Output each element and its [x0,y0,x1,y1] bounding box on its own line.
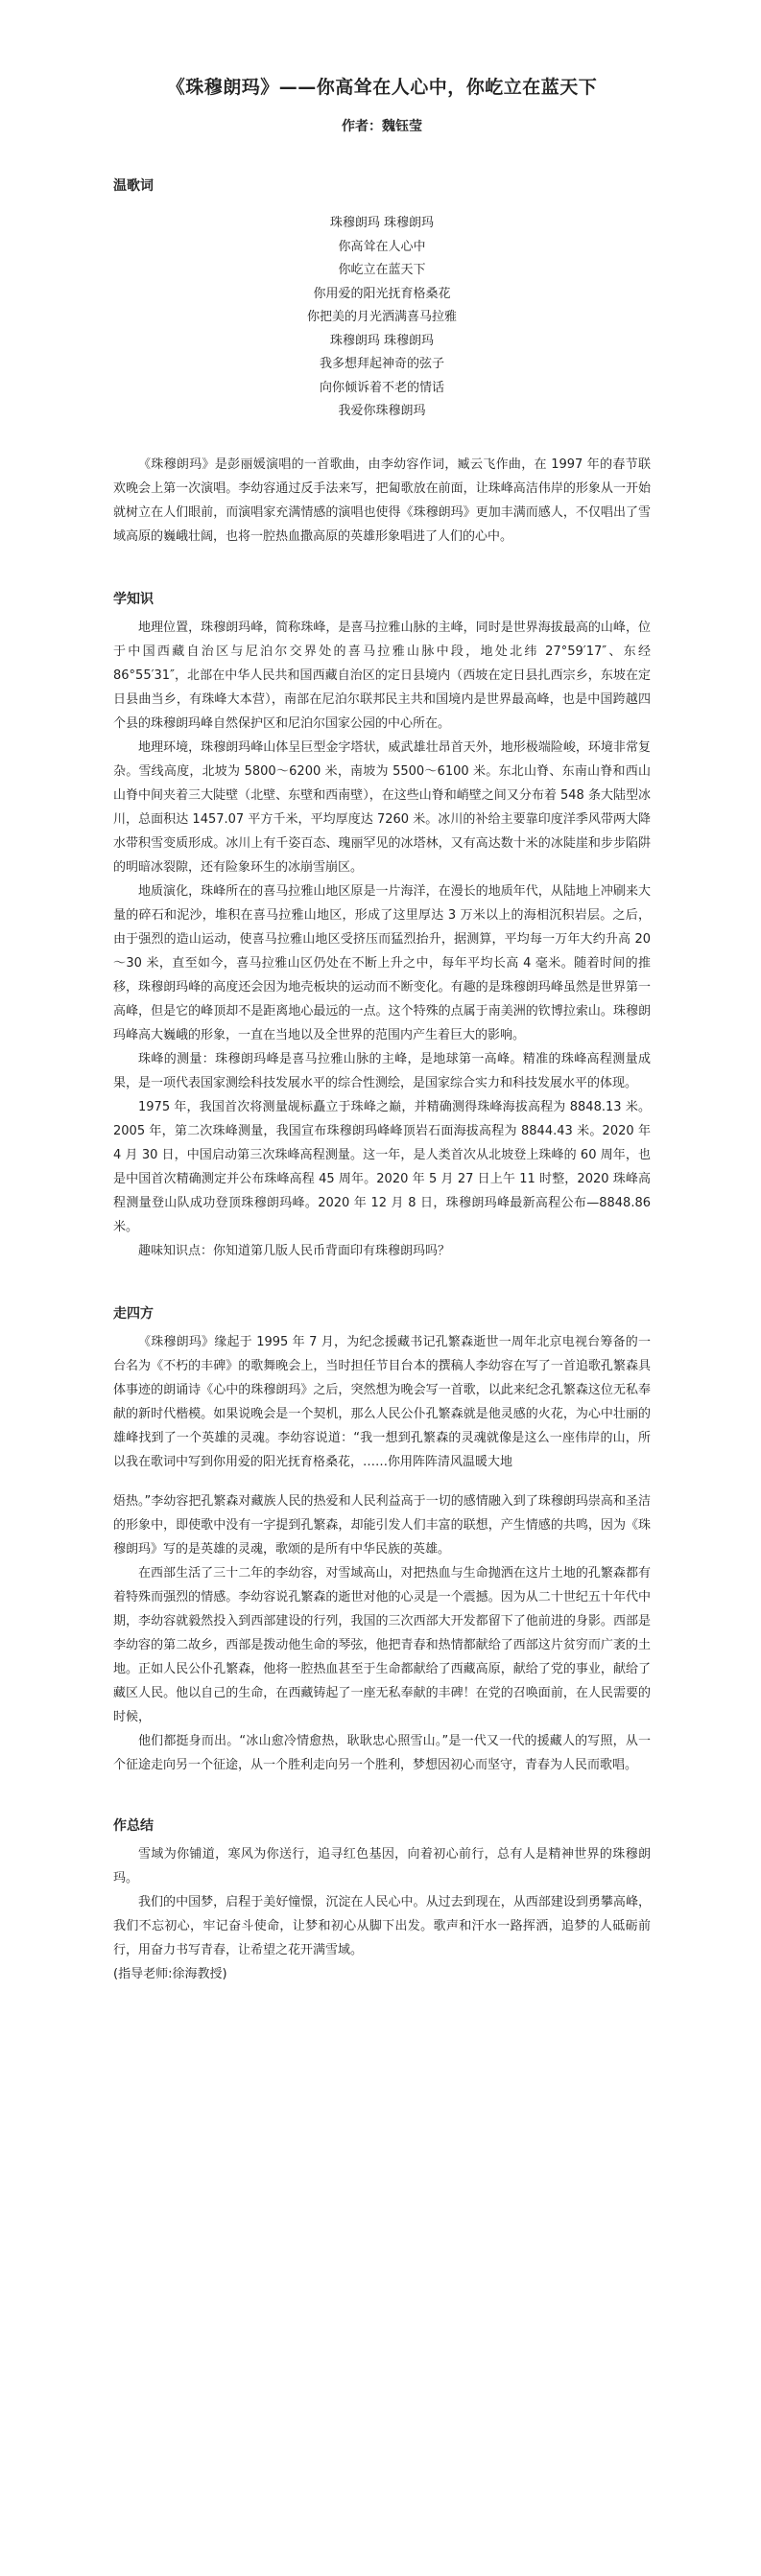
lyric-line: 你高耸在人心中 [338,239,426,254]
article-author: 作者：魏钰莹 [342,119,422,134]
section-heading-knowledge: 学知识 [113,591,154,607]
lyric-line: 你用爱的阳光抚育格桑花 [313,286,451,301]
section-heading-lyrics: 温歌词 [113,178,154,194]
knowledge-paragraph: 地理环境，珠穆朗玛峰山体呈巨型金字塔状，威武雄壮昂首天外，地形极端险峻，环境非常复杂。雪线高度，北坡为 5800～6200 米，南坡为 5500～6100 米。东北山脊、东南山脊和西山山脊中间夹着三大陡壁（北壁、东壁和西南壁），在这些山脊和峭壁之间又分布着 548 条大陆型冰川，总面积达 1457.07 平方千米，平均厚度达 7260 米。冰川的补给主要靠印度洋季风带两大降水带积雪变质形成。冰川上有千姿百态、瑰丽罕见的冰塔林，又有高达数十米的冰陡崖和步步陷阱的明暗冰裂隙，还有险象环生的冰崩雪崩区。 [113,739,651,875]
story-paragraph: 焐热。”李幼容把孔繁森对藏族人民的热爱和人民利益高于一切的感情融入到了珠穆朗玛崇高和圣洁的形象中，即使歌中没有一字提到孔繁森，却能引发人们丰富的联想，产生情感的共鸣，因为《珠穆朗玛》写的是英雄的灵魂，歌颂的是所有中华民族的英雄。 [113,1493,651,1557]
summary-paragraph: 我们的中国梦，启程于美好憧憬，沉淀在人民心中。从过去到现在，从西部建设到勇攀高峰，我们不忘初心，牢记奋斗使命，让梦和初心从脚下出发。歌声和汗水一路挥洒，追梦的人砥砺前行，用奋力书写青春，让希望之花开满雪域。 [113,1894,651,1957]
lyric-line: 珠穆朗玛 珠穆朗玛 [329,216,435,230]
article [113,0,651,1986]
lyric-line: 向你倾诉着不老的情话 [319,380,444,395]
summary-paragraph: 雪域为你铺道，寒风为你送行，追寻红色基因，向着初心前行，总有人是精神世界的珠穆朗玛。 [113,1846,651,1885]
lyric-line: 你屹立在蓝天下 [338,263,426,277]
knowledge-paragraph: 地质演化，珠峰所在的喜马拉雅山地区原是一片海洋，在漫长的地质年代，从陆地上冲刷来大量的碎石和泥沙，堆积在喜马拉雅山地区，形成了这里厚达 3 万米以上的海相沉积岩层。之后，由于强烈的造山运动，使喜马拉雅山地区受挤压而猛烈抬升，据测算，平均每一万年大约升高 20～30 米，直至如今，喜马拉雅山区仍处在不断上升之中，每年平均长高 4 毫米。随着时间的推移，珠穆朗玛峰的高度还会因为地壳板块的运动而不断变化。有趣的是珠穆朗玛峰虽然是世界第一高峰，但是它的峰顶却不是距离地心最远的一点。这个特殊的点属于南美洲的钦博拉索山。珠穆朗玛峰高大巍峨的形象，一直在当地以及全世界的范围内产生着巨大的影响。 [113,883,651,1042]
lyric-line: 珠穆朗玛 珠穆朗玛 [329,333,435,348]
lyric-line: 你把美的月光洒满喜马拉雅 [306,310,457,324]
story-paragraph: 在西部生活了三十二年的李幼容，对雪域高山，对把热血与生命抛洒在这片土地的孔繁森都有着特殊而强烈的情感。李幼容说孔繁森的逝世对他的心灵是一个震撼。因为从二十世纪五十年代中期，李幼容就毅然投入到西部建设的行列，我国的三次西部大开发都留下了他前进的身影。西部是李幼容的第二故乡，西部是拨动他生命的琴弦，他把青春和热情都献给了西部这片贫穷而广袤的土地。正如人民公仆孔繁森，他将一腔热血甚至于生命都献给了西藏高原，献给了党的事业，献给了藏区人民。他以自己的生命，在西藏铸起了一座无私奉献的丰碑！在党的召唤面前，在人民需要的时候， [113,1565,651,1724]
teacher-credit: (指导老师:徐海教授) [113,1966,227,1981]
story-paragraph: 《珠穆朗玛》缘起于 1995 年 7 月，为纪念援藏书记孔繁森逝世一周年北京电视台筹备的一台名为《不朽的丰碑》的歌舞晚会上，当时担任节目台本的撰稿人李幼容在写了一首追歌孔繁森具体事迹的朗诵诗《心中的珠穆朗玛》之后，突然想为晚会写一首歌，以此来纪念孔繁森这位无私奉献的新时代楷模。如果说晚会是一个契机，那么人民公仆孔繁森就是他灵感的火花，为心中壮丽的雄峰找到了一个英雄的灵魂。李幼容说道：“我一想到孔繁森的灵魂就像是这么一座伟岸的山，所以我在歌词中写到你用爱的阳光抚育格桑花，……你用阵阵清风温暖大地 [113,1334,651,1469]
article-title: 《珠穆朗玛》——你高耸在人心中，你屹立在蓝天下 [166,77,598,98]
knowledge-paragraph: 珠峰的测量：珠穆朗玛峰是喜马拉雅山脉的主峰，是地球第一高峰。精准的珠峰高程测量成果，是一项代表国家测绘科技发展水平的综合性测绘，是国家综合实力和科技发展水平的体现。 [113,1051,651,1090]
knowledge-paragraph: 1975 年，我国首次将测量觇标矗立于珠峰之巅，并精确测得珠峰海拔高程为 8848.13 米。2005 年，第二次珠峰测量，我国宣布珠穆朗玛峰峰顶岩石面海拔高程为 8844.43 米。2020 年 4 月 30 日，中国启动第三次珠峰高程测量。这一年，是人类首次从北坡登上珠峰的 60 周年，也是中国首次精确测定并公布珠峰高程 45 周年。2020 年 5 月 27 日上午 11 时整，2020 珠峰高程测量登山队成功登顶珠穆朗玛峰。2020 年 12 月 8 日，珠穆朗玛峰最新高程公布—8848.86 米。 [113,1099,651,1234]
story-paragraph: 他们都挺身而出。“冰山愈冷情愈热，耿耿忠心照雪山。”是一代又一代的援藏人的写照，从一个征途走向另一个征途，从一个胜利走向另一个胜利，梦想因初心而坚守，青春为人民而歌唱。 [113,1733,651,1772]
intro-paragraph: 《珠穆朗玛》是彭丽媛演唱的一首歌曲，由李幼容作词，臧云飞作曲，在 1997 年的春节联欢晚会上第一次演唱。李幼容通过反手法来写，把匐歌放在前面，让珠峰高洁伟岸的形象从一开始就树立在人们眼前，而演唱家充满情感的演唱也使得《珠穆朗玛》更加丰满而感人，不仅唱出了雪域高原的巍峨壮阔，也将一腔热血撒高原的英雄形象唱进了人们的心中。 [113,457,651,544]
section-heading-story: 走四方 [113,1305,154,1322]
lyric-line: 我爱你珠穆朗玛 [338,404,426,418]
lyrics-block [113,212,651,424]
trivia-question: 趣味知识点：你知道第几版人民币背面印有珠穆朗玛吗？ [138,1243,451,1258]
knowledge-paragraph: 地理位置，珠穆朗玛峰，简称珠峰，是喜马拉雅山脉的主峰，同时是世界海拔最高的山峰，位于中国西藏自治区与尼泊尔交界处的喜马拉雅山脉中段，地处北纬 27°59′17″、东经 86°55′31″，北部在中华人民共和国西藏自治区的定日县境内（西坡在定日县扎西宗乡，东坡在定日县曲当乡，有珠峰大本营），南部在尼泊尔联邦民主共和国境内是世界最高峰，也是中国跨越四个县的珠穆朗玛峰自然保护区和尼泊尔国家公园的中心所在。 [113,620,651,731]
lyric-line: 我多想拜起神奇的弦子 [319,357,444,371]
section-heading-summary: 作总结 [113,1817,154,1834]
